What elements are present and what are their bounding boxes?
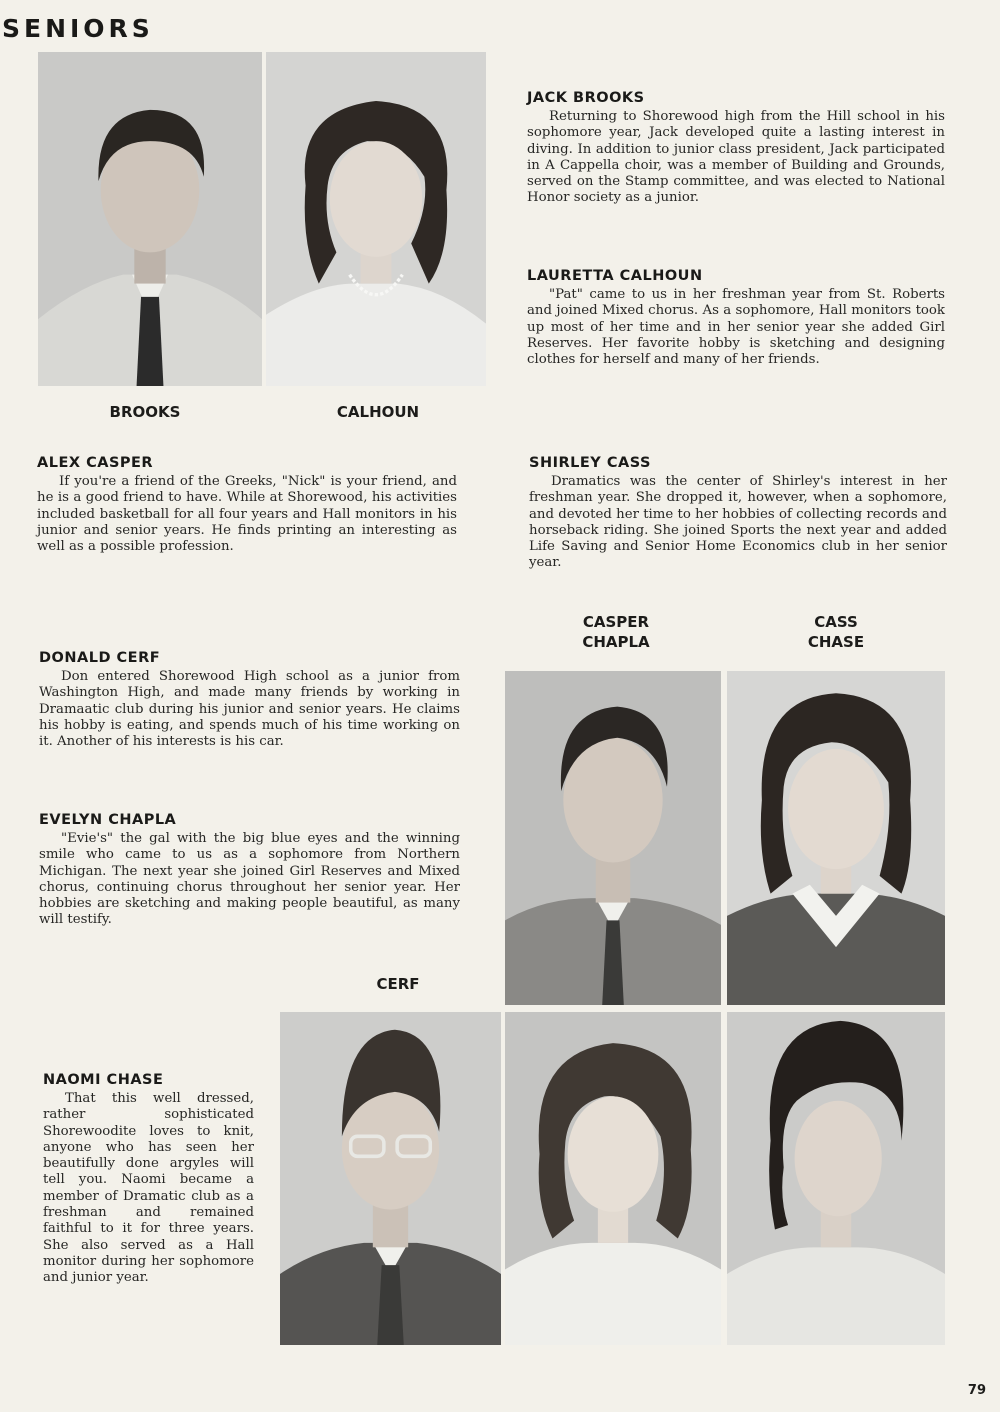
bio-chapla: [39, 812, 460, 929]
bio-name: ALEX CASPER: [37, 455, 154, 471]
caption-cerf: CERF: [376, 975, 420, 993]
bio-text: If you're a friend of the Greeks, "Nick" is your friend, and he is a good friend to have. While at Shorewood, his activities included basketball for all four years and Hall monitors in his junior and senior years. He finds printing an interesting as well as a possible profession.: [37, 474, 457, 555]
bio-text: "Evie's" the gal with the big blue eyes and the winning smile who came to us as a sophomore from Northern Michigan. The next year she joined Girl Reserves and Mixed chorus, continuing chorus throughout her senior year. Her hobbies are sketching and making people beautiful, as many will testify.: [39, 831, 460, 928]
bio-name: DONALD CERF: [39, 650, 161, 666]
bio-text: Dramatics was the center of Shirley's interest in her freshman year. She dropped it, however, when a sophomore, and devoted her time to her hobbies of collecting records and horseback riding. She joined Sports the next year and added Life Saving and Senior Home Economics club in her senior year.: [529, 474, 947, 571]
portrait-casper: [505, 671, 721, 1005]
bio-name: SHIRLEY CASS: [529, 455, 651, 471]
bio-brooks: [527, 90, 945, 207]
caption-calhoun: CALHOUN: [336, 403, 420, 421]
portrait-cass: [727, 671, 945, 1005]
caption-cass: CASS: [814, 613, 858, 631]
bio-calhoun: [527, 268, 945, 368]
portrait-brooks: [38, 52, 262, 386]
caption-casper: CASPER: [582, 613, 650, 631]
caption-brooks: BROOKS: [109, 403, 181, 421]
bio-name: NAOMI CHASE: [43, 1072, 164, 1088]
bio-text: That this well dressed, rather sophisticated Shorewoodite loves to knit, anyone who has seen her beautifully done argyles will tell you. Naomi became a member of Dramatic club as a freshman and remained faithful to it for three years. She also served as a Hall monitor during her sophomore and junior year.: [43, 1091, 254, 1286]
caption-casper-chapla: [556, 612, 676, 652]
bio-cass: [529, 455, 947, 572]
page-number: 79: [967, 1383, 986, 1398]
bio-name: JACK BROOKS: [527, 90, 645, 106]
bio-cerf: [39, 650, 460, 750]
bio-text: Don entered Shorewood High school as a junior from Washington High, and made many friends by working in Dramaatic club during his junior and senior years. He claims his hobby is eating, and spends much of his time working on it. Another of his interests is his car.: [39, 669, 460, 750]
bio-casper: [37, 455, 457, 555]
bio-text: Returning to Shorewood high from the Hill school in his sophomore year, Jack developed quite a lasting interest in diving. In addition to junior class president, Jack participated in A Cappella choir, was a member of Building and Grounds, served on the Stamp committee, and was elected to National Honor society as a junior.: [527, 109, 945, 206]
caption-cass-chase: [776, 612, 896, 652]
section-title: SENIORS: [2, 14, 154, 43]
caption-chase: CHASE: [807, 633, 865, 651]
bio-chase: [43, 1072, 254, 1287]
bio-name: EVELYN CHAPLA: [39, 812, 177, 828]
bio-name: LAURETTA CALHOUN: [527, 268, 703, 284]
portrait-chapla: [505, 1012, 721, 1345]
bio-text: "Pat" came to us in her freshman year from St. Roberts and joined Mixed chorus. As a sophomore, Hall monitors took up most of her time and in her senior year she added Girl Reserves. Her favorite hobby is sketching and designing clothes for herself and many of her friends.: [527, 287, 945, 368]
portrait-chase: [727, 1012, 945, 1345]
caption-chapla: CHAPLA: [582, 633, 650, 651]
portrait-cerf: [280, 1012, 501, 1345]
portrait-calhoun: [266, 52, 486, 386]
